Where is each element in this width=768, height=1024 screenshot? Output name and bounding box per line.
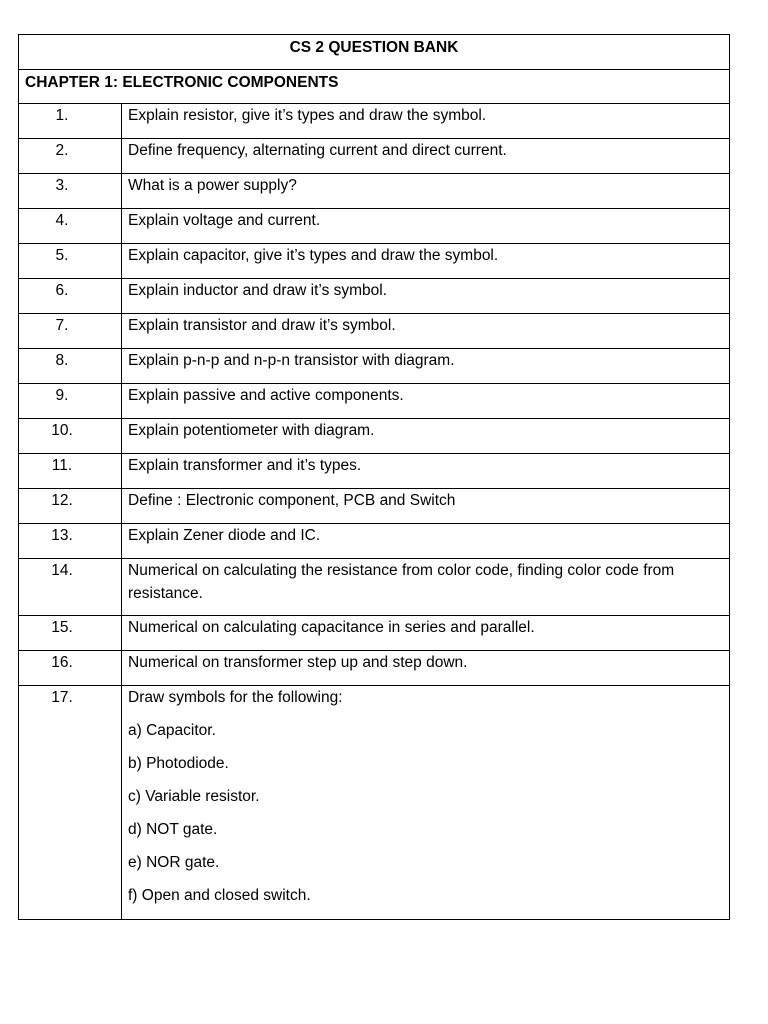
question-text: Numerical on calculating the resistance from color code, finding color code from resistance.: [122, 559, 730, 616]
question-row: [19, 524, 730, 559]
question-number: 5.: [19, 244, 122, 279]
question-text: Explain Zener diode and IC.: [122, 524, 730, 559]
question-text: Define : Electronic component, PCB and Switch: [122, 489, 730, 524]
question-row: [19, 489, 730, 524]
document-title: CS 2 QUESTION BANK: [19, 35, 730, 70]
question-number: 9.: [19, 384, 122, 419]
sub-item: f) Open and closed switch.: [128, 887, 311, 904]
question-text: Explain voltage and current.: [122, 209, 730, 244]
question-number: 7.: [19, 314, 122, 349]
question-text: Explain passive and active components.: [122, 384, 730, 419]
sub-item: a) Capacitor.: [128, 722, 216, 739]
question-row: [19, 616, 730, 651]
question-row: [19, 454, 730, 489]
question-number: 8.: [19, 349, 122, 384]
question-text: Explain potentiometer with diagram.: [122, 419, 730, 454]
question-number: 3.: [19, 174, 122, 209]
question-row: [19, 314, 730, 349]
chapter-heading: CHAPTER 1: ELECTRONIC COMPONENTS: [19, 70, 730, 104]
question-number: 2.: [19, 139, 122, 174]
sub-item: c) Variable resistor.: [128, 788, 260, 805]
sub-item: d) NOT gate.: [128, 821, 218, 838]
question-cell: [122, 686, 730, 920]
question-row: [19, 279, 730, 314]
question-number: 12.: [19, 489, 122, 524]
question-row: [19, 384, 730, 419]
sub-item: b) Photodiode.: [128, 755, 229, 772]
question-number: 15.: [19, 616, 122, 651]
question-number: 14.: [19, 559, 122, 616]
question-number: 6.: [19, 279, 122, 314]
question-number: 17.: [19, 686, 122, 920]
question-text: Explain capacitor, give it’s types and draw the symbol.: [122, 244, 730, 279]
question-number: 1.: [19, 104, 122, 139]
question-text: Explain inductor and draw it’s symbol.: [122, 279, 730, 314]
question-number: 11.: [19, 454, 122, 489]
question-row: [19, 419, 730, 454]
question-text: What is a power supply?: [122, 174, 730, 209]
question-row: [19, 139, 730, 174]
question-text: Explain resistor, give it’s types and draw the symbol.: [122, 104, 730, 139]
question-text: Draw symbols for the following:: [128, 689, 343, 706]
question-number: 4.: [19, 209, 122, 244]
question-text: Numerical on calculating capacitance in series and parallel.: [122, 616, 730, 651]
question-number: 10.: [19, 419, 122, 454]
question-number: 13.: [19, 524, 122, 559]
question-row: [19, 686, 730, 920]
question-text: Numerical on transformer step up and step down.: [122, 651, 730, 686]
sub-item: e) NOR gate.: [128, 854, 220, 871]
question-text: Define frequency, alternating current and direct current.: [122, 139, 730, 174]
question-number: 16.: [19, 651, 122, 686]
question-row: [19, 559, 730, 616]
question-bank-table: [18, 34, 730, 920]
question-text: Explain transformer and it’s types.: [122, 454, 730, 489]
question-row: [19, 174, 730, 209]
question-row: [19, 349, 730, 384]
question-text: Explain p-n-p and n-p-n transistor with diagram.: [122, 349, 730, 384]
question-text: Explain transistor and draw it’s symbol.: [122, 314, 730, 349]
question-row: [19, 651, 730, 686]
sub-item-list: [128, 719, 723, 907]
question-row: [19, 244, 730, 279]
question-row: [19, 209, 730, 244]
question-row: [19, 104, 730, 139]
